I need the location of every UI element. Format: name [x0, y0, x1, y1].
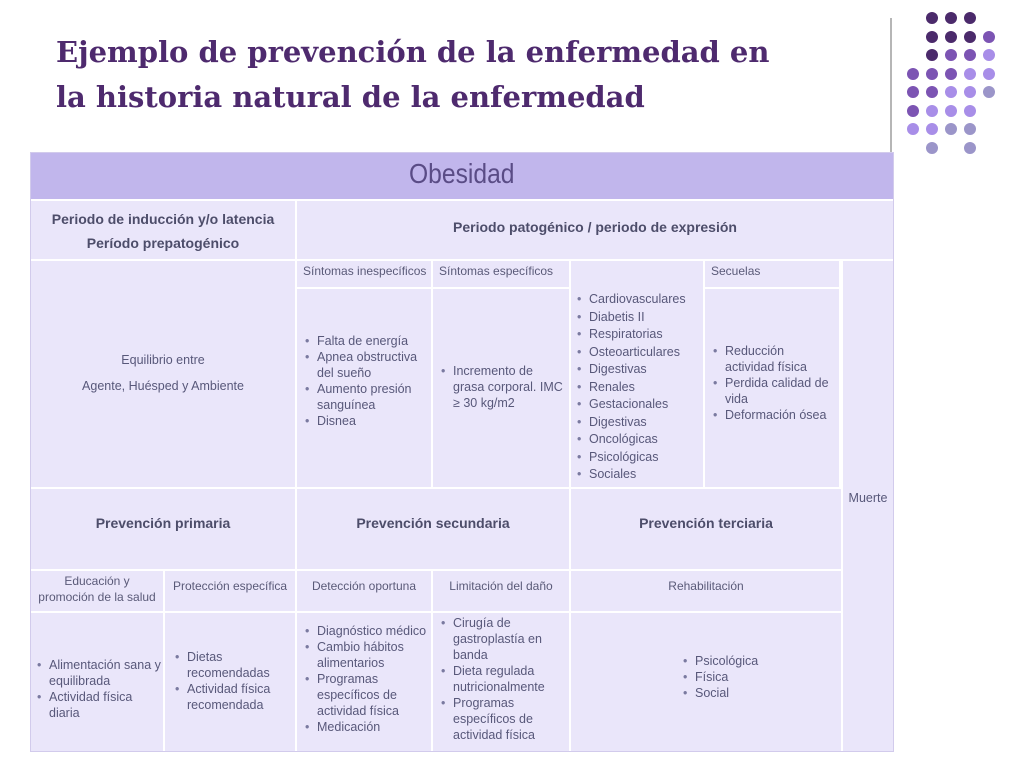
list-item: • Disnea	[303, 413, 427, 429]
decorative-dot	[983, 68, 995, 80]
list-item: • Medicación	[303, 719, 429, 735]
decorative-dot	[926, 142, 938, 154]
list-item: • Digestivas	[575, 361, 699, 379]
list-item: • Gestacionales	[575, 396, 699, 414]
primary-prevention-header: Prevención primaria	[31, 489, 297, 571]
decorative-dot	[945, 123, 957, 135]
list-item: • Social	[681, 685, 841, 701]
list-item: • Cirugía de gastroplastía en banda	[439, 615, 567, 663]
decorative-dot	[907, 68, 919, 80]
decorative-dot	[983, 86, 995, 98]
list-item: • Oncológicas	[575, 431, 699, 449]
decorative-dot	[926, 12, 938, 24]
list-item: • Programas específicos de actividad física	[303, 671, 429, 719]
subheader-limitacion: Limitación del daño	[433, 571, 571, 613]
equilibrium-cell	[31, 261, 297, 489]
especificos-cell	[433, 289, 571, 489]
decorative-dot	[945, 49, 957, 61]
list-item: • Falta de energía	[303, 333, 427, 349]
especificos-list	[439, 363, 565, 411]
limitacion-cell	[433, 613, 571, 751]
list-item: • Programas específicos de actividad física	[439, 695, 567, 743]
decorative-dot	[945, 86, 957, 98]
decorative-dot	[983, 49, 995, 61]
decorative-dot	[926, 105, 938, 117]
list-item: • Dieta regulada nutricionalmente	[439, 663, 567, 695]
list-item: • Dietas recomendadas	[173, 649, 293, 681]
list-item: • Digestivas	[575, 414, 699, 432]
list-item: • Diabetis II	[575, 309, 699, 327]
list-item: • Física	[681, 669, 841, 685]
list-item: • Actividad física recomendada	[173, 681, 293, 713]
decorative-dot	[926, 86, 938, 98]
list-item: • Apnea obstructiva del sueño	[303, 349, 427, 381]
slide-title	[56, 30, 856, 120]
induction-period-header	[31, 201, 297, 261]
equilibrium-line1: Equilibrio entre	[121, 353, 205, 367]
title-divider	[890, 18, 892, 152]
equilibrium-line2: Agente, Huésped y Ambiente	[82, 379, 244, 393]
complicaciones-list	[575, 291, 699, 484]
educacion-cell	[31, 613, 165, 751]
list-item: • Cardiovasculares	[575, 291, 699, 309]
table-banner	[31, 153, 893, 201]
decorative-dot	[964, 31, 976, 43]
decorative-dot	[926, 31, 938, 43]
decorative-dot	[945, 105, 957, 117]
decorative-dot-grid	[907, 12, 1007, 162]
slide-title-line2: la historia natural de la enfermedad	[56, 80, 645, 114]
list-item: • Psicológica	[681, 653, 841, 669]
limitacion-list	[439, 615, 567, 743]
list-item: • Incremento de grasa corporal. IMC ≥ 30 kg/m2	[439, 363, 565, 411]
list-item: • Respiratorias	[575, 326, 699, 344]
inespecificos-cell	[297, 289, 433, 489]
decorative-dot	[945, 31, 957, 43]
death-cell: Muerte	[841, 261, 893, 751]
inespecificos-list	[303, 333, 427, 429]
decorative-dot	[926, 123, 938, 135]
pathogenic-period-header: Periodo patogénico / periodo de expresión	[297, 201, 893, 261]
slide-title-line1: Ejemplo de prevención de la enfermedad en	[56, 35, 770, 69]
col-header-especificos: Síntomas específicos	[433, 261, 571, 289]
col-header-inespecificos: Síntomas inespecíficos	[297, 261, 433, 289]
list-item: • Sociales	[575, 466, 699, 484]
decorative-dot	[964, 142, 976, 154]
list-item: • Diagnóstico médico	[303, 623, 429, 639]
decorative-dot	[907, 86, 919, 98]
complicaciones-cell	[571, 261, 705, 489]
subheader-proteccion: Protección específica	[165, 571, 297, 613]
decorative-dot	[964, 86, 976, 98]
list-item: • Perdida calidad de vida	[711, 375, 835, 407]
induction-period-label: Periodo de inducción y/o latencia	[51, 211, 275, 227]
decorative-dot	[945, 12, 957, 24]
secuelas-cell	[705, 289, 841, 489]
list-item: • Cambio hábitos alimentarios	[303, 639, 429, 671]
decorative-dot	[964, 49, 976, 61]
secuelas-list	[711, 343, 835, 423]
list-item: • Alimentación sana y equilibrada	[35, 657, 161, 689]
obesity-natural-history-table	[30, 152, 894, 752]
prepathogenic-period-label: Período prepatogénico	[86, 235, 240, 251]
decorative-dot	[964, 68, 976, 80]
decorative-dot	[926, 49, 938, 61]
subheader-rehabilitacion: Rehabilitación	[571, 571, 841, 613]
rehabilitacion-cell	[571, 613, 841, 751]
decorative-dot	[907, 105, 919, 117]
decorative-dot	[964, 12, 976, 24]
decorative-dot	[983, 31, 995, 43]
rehabilitacion-list	[681, 653, 841, 701]
deteccion-list	[303, 623, 429, 735]
col-header-secuelas: Secuelas	[705, 261, 841, 289]
decorative-dot	[945, 68, 957, 80]
subheader-deteccion: Detección oportuna	[297, 571, 433, 613]
proteccion-list	[173, 649, 293, 713]
decorative-dot	[926, 68, 938, 80]
list-item: • Actividad física diaria	[35, 689, 161, 721]
list-item: • Deformación ósea	[711, 407, 835, 423]
decorative-dot	[907, 123, 919, 135]
list-item: • Renales	[575, 379, 699, 397]
list-item: • Osteoarticulares	[575, 344, 699, 362]
subheader-educacion: Educación y promoción de la salud	[31, 571, 165, 613]
banner-title: Obesidad	[409, 158, 515, 189]
decorative-dot	[964, 123, 976, 135]
deteccion-cell	[297, 613, 433, 751]
decorative-dot	[964, 105, 976, 117]
list-item: • Reducción actividad física	[711, 343, 835, 375]
proteccion-cell	[165, 613, 297, 751]
educacion-list	[35, 657, 161, 721]
list-item: • Aumento presión sanguínea	[303, 381, 427, 413]
secondary-prevention-header: Prevención secundaria	[297, 489, 571, 571]
list-item: • Psicológicas	[575, 449, 699, 467]
tertiary-prevention-header: Prevención terciaria	[571, 489, 841, 571]
